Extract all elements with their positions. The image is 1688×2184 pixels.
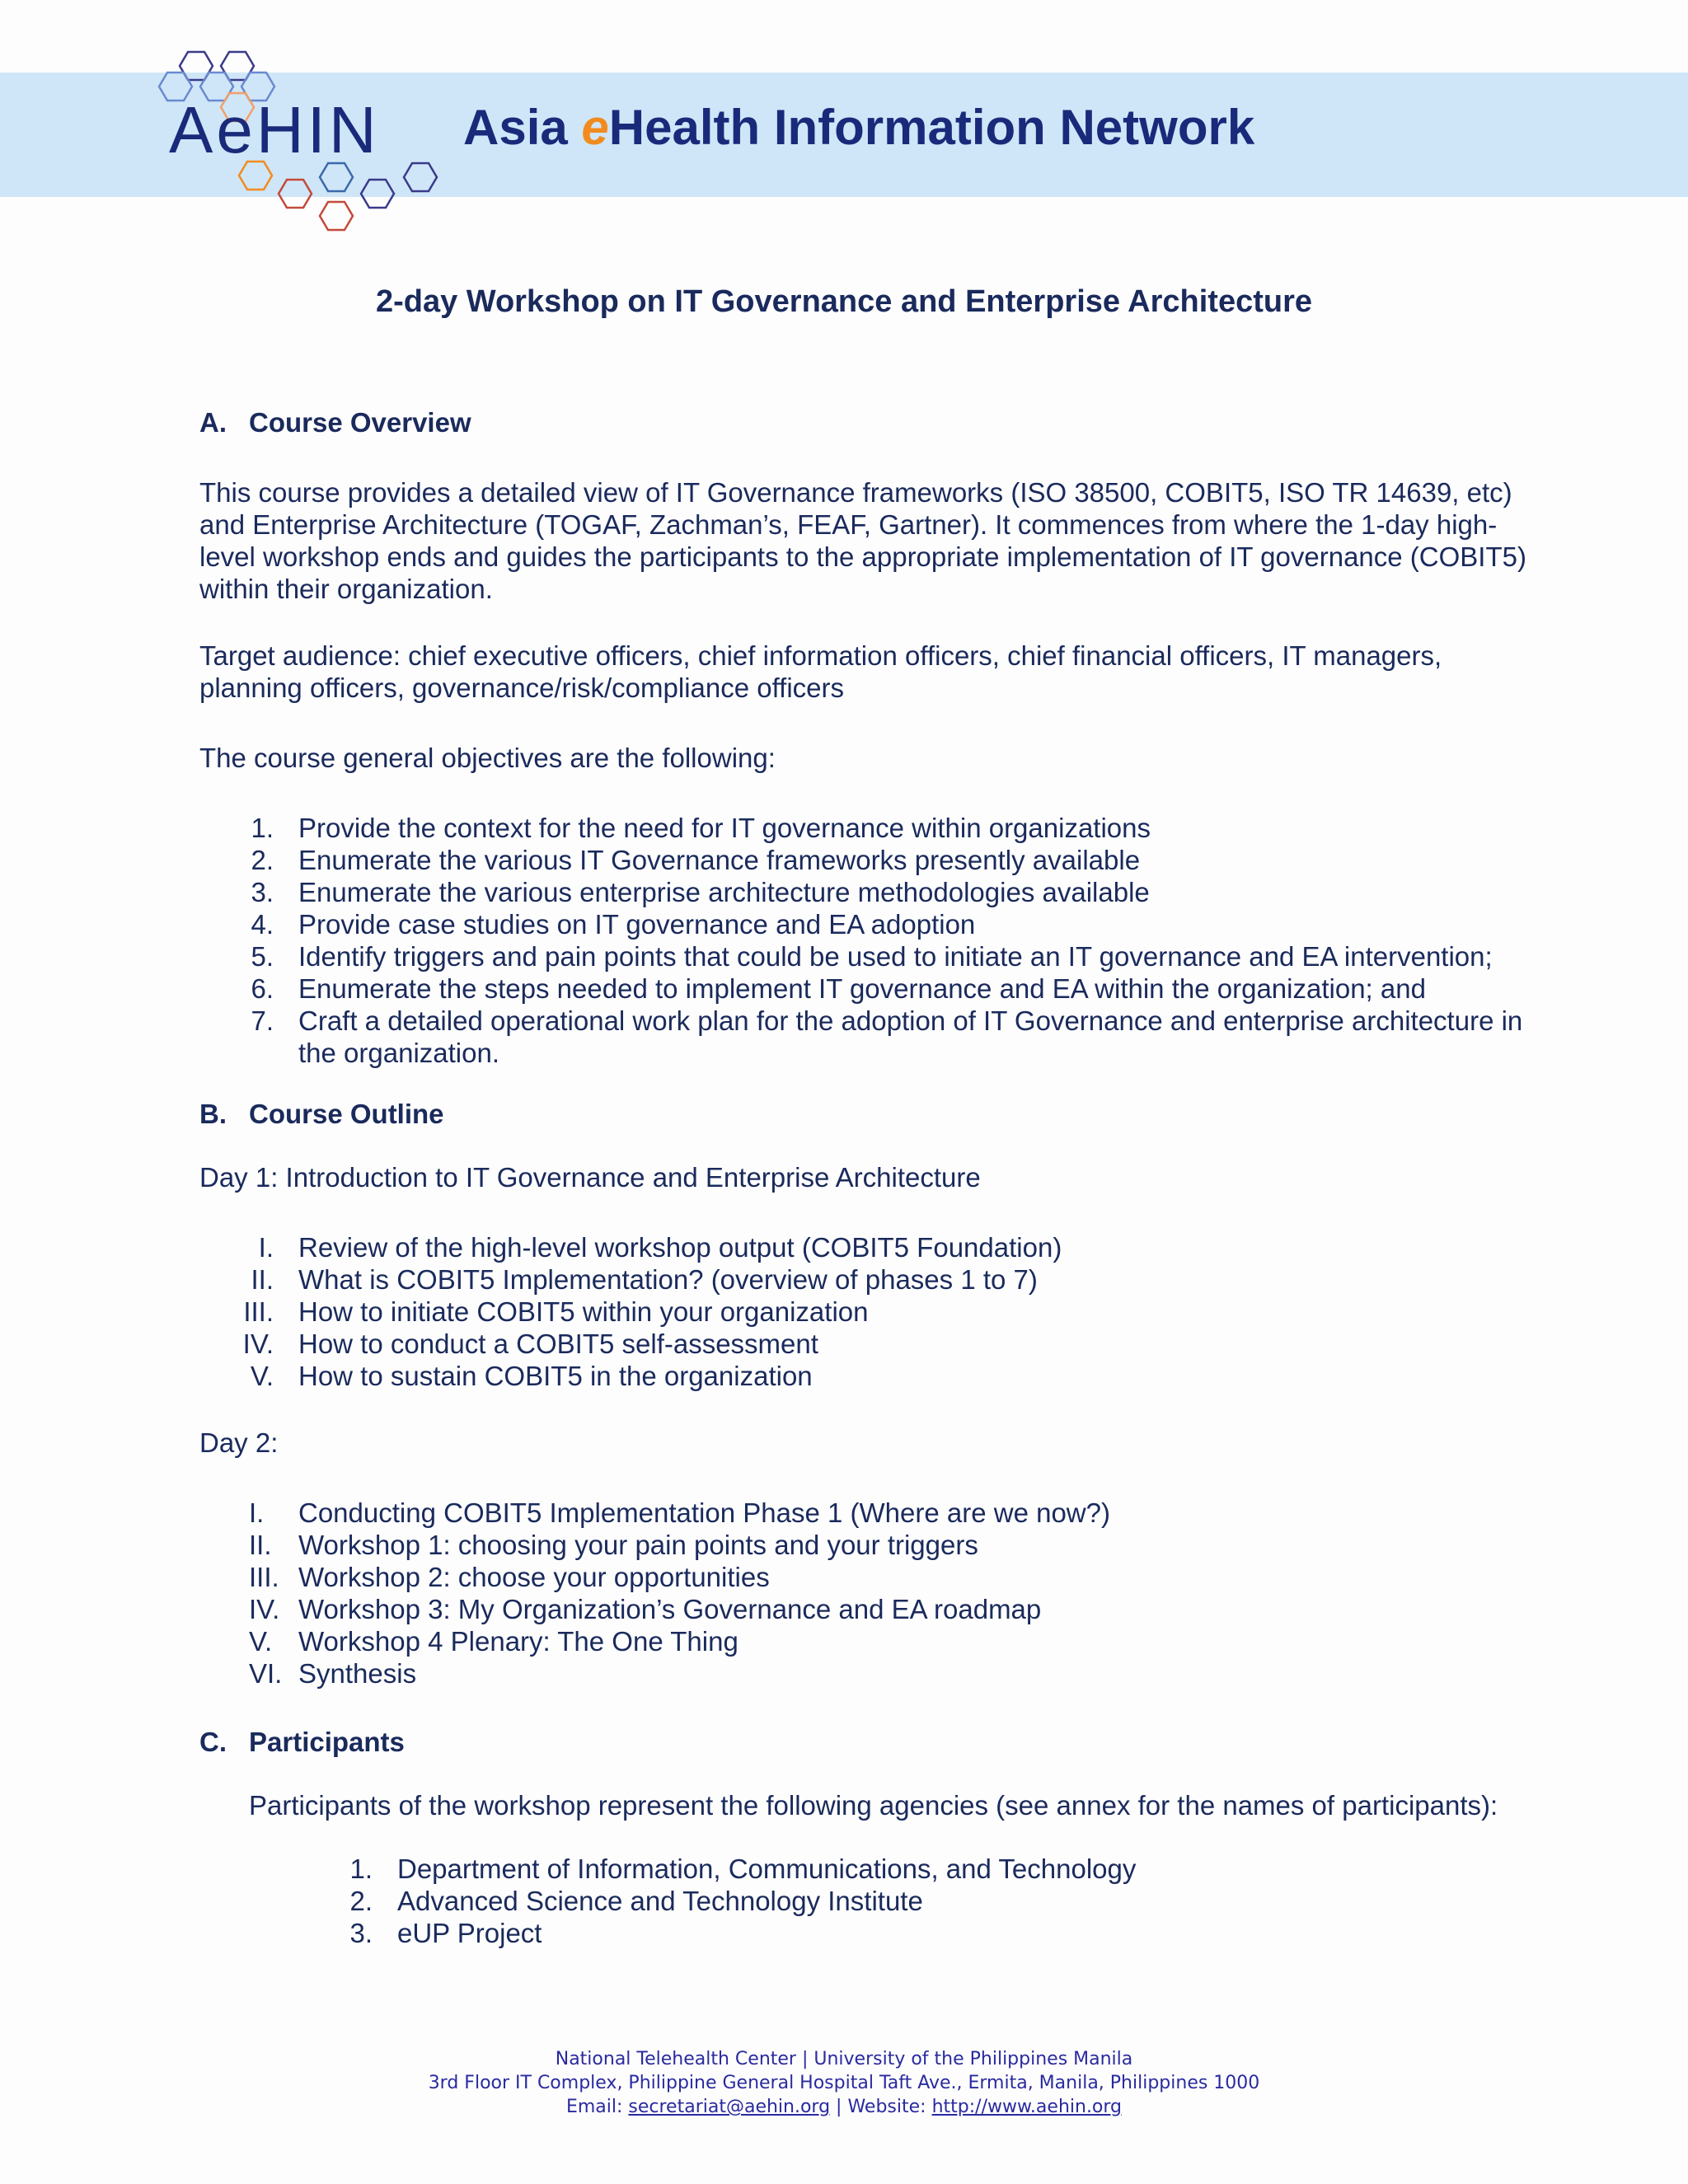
logo-hexagon — [279, 180, 312, 208]
footer-line-institution: National Telehealth Center | University of the Philippines Manila — [555, 2049, 1133, 2069]
list-item — [199, 1529, 1551, 1561]
list-number: II. — [251, 1264, 274, 1295]
section-title: Course Outline — [249, 1099, 444, 1129]
list-text: Workshop 2: choose your opportunities — [298, 1562, 770, 1592]
org-title-pre: Asia — [463, 100, 582, 155]
list-text: Workshop 3: My Organization’s Governance and EA roadmap — [298, 1594, 1042, 1624]
list-number: VI. — [249, 1658, 283, 1689]
list-number: 1. — [349, 1854, 373, 1884]
list-item — [199, 1497, 1551, 1529]
list-text: Conducting COBIT5 Implementation Phase 1 (Where are we now?) — [298, 1497, 1110, 1528]
agencies-list — [298, 1853, 1551, 1949]
list-item — [199, 1296, 1551, 1328]
logo-hexagon — [361, 180, 394, 208]
footer-line-address: 3rd Floor IT Complex, Philippine General Hospital Taft Ave., Ermita, Manila, Philippines 1000 — [428, 2073, 1260, 2093]
list-item — [199, 1328, 1551, 1360]
list-text: Enumerate the various IT Governance frameworks presently available — [298, 845, 1141, 875]
list-number: II. — [249, 1530, 272, 1560]
list-text: Provide the context for the need for IT governance within organizations — [298, 813, 1151, 843]
list-text: Department of Information, Communications, and Technology — [397, 1854, 1137, 1884]
list-number: I. — [249, 1497, 265, 1528]
list-number: 2. — [349, 1886, 373, 1916]
list-text: Review of the high-level workshop output (COBIT5 Foundation) — [298, 1232, 1062, 1263]
list-number: III. — [249, 1562, 279, 1592]
section-letter: C. — [199, 1727, 227, 1757]
org-title-post: Health Information Network — [608, 100, 1255, 155]
list-number: I. — [258, 1232, 274, 1263]
list-item — [298, 1853, 1551, 1885]
section-letter: B. — [199, 1099, 227, 1129]
page-footer — [0, 2047, 1688, 2119]
org-title-e: e — [581, 100, 609, 155]
footer-line-contact — [0, 2095, 1688, 2119]
list-item — [199, 1263, 1551, 1296]
list-item — [199, 1593, 1551, 1625]
list-item — [199, 1625, 1551, 1657]
logo-hexagon — [404, 163, 437, 191]
list-item — [199, 844, 1551, 876]
target-audience-paragraph: Target audience: chief executive officers, chief information officers, chief financial officers, IT managers, planning officers, governance/risk/compliance officers — [199, 640, 1442, 703]
day1-list — [199, 1231, 1551, 1392]
list-text: Synthesis — [298, 1658, 417, 1689]
overview-paragraph: This course provides a detailed view of IT Governance frameworks (ISO 38500, COBIT5, ISO TR 14639, etc) and Enterprise Architecture (TOGAF, Zachman’s, FEAF, Gartner). It commences from where the 1-day high-level workshop ends and guides the participants to the appropriate implementation of IT governance (COBIT5) within their organization. — [199, 477, 1526, 604]
list-number: 3. — [251, 877, 274, 907]
list-item — [298, 1917, 1551, 1949]
website-separator: | Website: — [830, 2097, 932, 2117]
list-text: How to initiate COBIT5 within your organization — [298, 1296, 869, 1327]
list-text: Advanced Science and Technology Institute — [397, 1886, 923, 1916]
day2-title: Day 2: — [199, 1427, 279, 1458]
participants-intro: Participants of the workshop represent the following agencies (see annex for the names of participants): — [249, 1790, 1498, 1821]
list-text: Workshop 4 Plenary: The One Thing — [298, 1626, 738, 1657]
day1-title: Day 1: Introduction to IT Governance and Enterprise Architecture — [199, 1162, 981, 1193]
list-number: V. — [250, 1361, 274, 1391]
objectives-list — [199, 812, 1551, 1069]
website-link[interactable]: http://www.aehin.org — [931, 2097, 1123, 2117]
org-title — [463, 99, 1254, 156]
list-number: 6. — [251, 973, 274, 1004]
list-item — [199, 1561, 1551, 1593]
list-number: 7. — [251, 1005, 274, 1036]
list-number: III. — [243, 1296, 274, 1327]
list-item — [199, 1657, 1551, 1690]
list-text: How to conduct a COBIT5 self-assessment — [298, 1329, 818, 1359]
list-text: Provide case studies on IT governance and EA adoption — [298, 909, 976, 940]
list-text: Identify triggers and pain points that could be used to initiate an IT governance and EA intervention; — [298, 941, 1493, 972]
list-item — [199, 972, 1551, 1005]
logo-hexagon — [320, 202, 353, 230]
list-item — [199, 908, 1551, 940]
logo-hexagon — [320, 163, 353, 191]
section-letter: A. — [199, 407, 227, 438]
list-text: eUP Project — [397, 1918, 542, 1948]
list-number: 4. — [251, 909, 274, 940]
list-number: 5. — [251, 941, 274, 972]
list-item — [199, 940, 1551, 972]
list-item — [199, 1360, 1551, 1392]
list-number: 3. — [349, 1918, 373, 1948]
list-text: Craft a detailed operational work plan for the adoption of IT Governance and enterprise architecture in the organization. — [298, 1005, 1523, 1068]
list-item — [199, 1005, 1551, 1069]
list-item — [199, 1231, 1551, 1263]
email-label: Email: — [565, 2097, 629, 2117]
list-number: 1. — [251, 813, 274, 843]
objectives-intro: The course general objectives are the following: — [199, 743, 776, 773]
document-title: 2-day Workshop on IT Governance and Enterprise Architecture — [375, 284, 1313, 319]
section-c-heading — [199, 1726, 405, 1758]
list-text: Enumerate the various enterprise architecture methodologies available — [298, 877, 1150, 907]
day2-list — [199, 1497, 1551, 1690]
email-link[interactable]: secretariat@aehin.org — [628, 2097, 831, 2117]
section-title: Course Overview — [249, 407, 471, 438]
list-item — [199, 812, 1551, 844]
section-b-heading — [199, 1098, 444, 1130]
list-number: IV. — [249, 1594, 280, 1624]
list-text: Enumerate the steps needed to implement IT governance and EA within the organization; and — [298, 973, 1426, 1004]
section-a-heading — [199, 406, 471, 438]
list-item — [298, 1885, 1551, 1917]
list-number: IV. — [242, 1329, 274, 1359]
list-text: How to sustain COBIT5 in the organization — [298, 1361, 813, 1391]
list-text: What is COBIT5 Implementation? (overview of phases 1 to 7) — [298, 1264, 1038, 1295]
section-title: Participants — [249, 1727, 405, 1757]
list-text: Workshop 1: choosing your pain points and your triggers — [298, 1530, 978, 1560]
aehin-logo — [148, 37, 445, 243]
list-number: V. — [249, 1626, 273, 1657]
list-item — [199, 876, 1551, 908]
logo-text: AeHIN — [169, 93, 380, 166]
list-number: 2. — [251, 845, 274, 875]
